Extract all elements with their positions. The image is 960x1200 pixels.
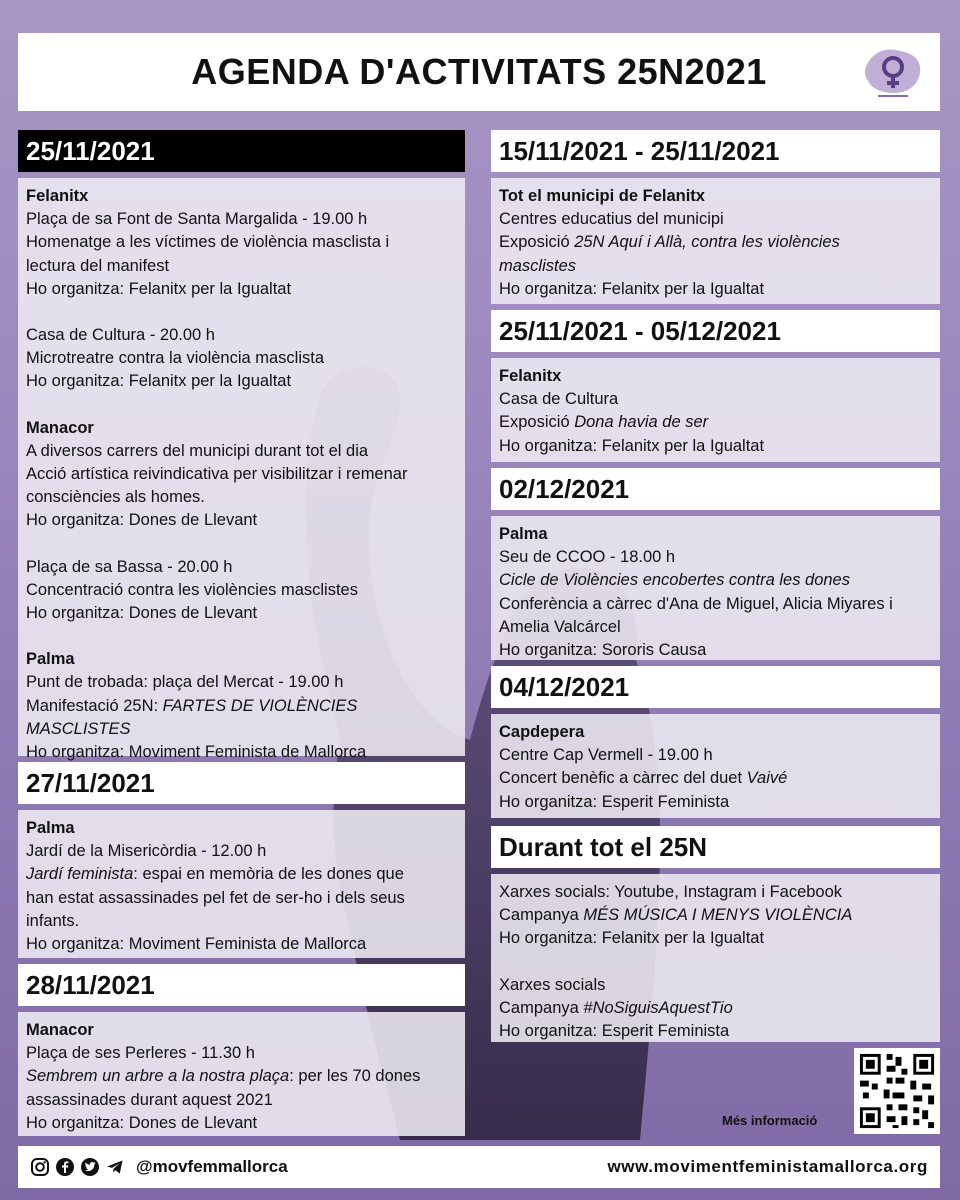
event-line: Ho organitza: Moviment Feminista de Mallorca — [26, 935, 367, 954]
italic-title: 25N Aquí i Allà, contra les violències — [574, 233, 840, 252]
location-heading: Palma — [26, 650, 75, 669]
event-line — [26, 301, 457, 324]
social-links — [30, 1157, 288, 1177]
event-line: Campanya MÉS MÚSICA I MENYS VIOLÈNCIA — [499, 906, 853, 925]
event-block-25-11 — [18, 178, 465, 762]
event-line: Casa de Cultura — [499, 390, 619, 409]
event-line: Ho organitza: Felanitx per la Igualtat — [499, 929, 765, 948]
event-line: Amelia Valcárcel — [499, 617, 621, 636]
event-line: Homenatge a les víctimes de violència masclista i — [26, 233, 390, 252]
event-line: Ho organitza: Felanitx per la Igualtat — [499, 279, 765, 298]
event-line — [26, 394, 457, 417]
location-heading: Palma — [499, 525, 548, 543]
location-heading: Felanitx — [26, 187, 89, 205]
event-line: Centre Cap Vermell - 19.00 h — [499, 746, 713, 765]
event-line — [499, 951, 932, 974]
italic-title: masclistes — [499, 256, 577, 275]
italic-title: Cicle de Violències encobertes contra les dones — [499, 571, 850, 590]
date-label: 02/12/2021 — [499, 473, 630, 504]
event-line: lectura del manifest — [26, 256, 170, 275]
title-banner — [18, 33, 940, 111]
event-block-04-12 — [491, 714, 940, 818]
event-block-durant-25n — [491, 874, 940, 1042]
event-line: Ho organitza: Dones de Llevant — [26, 1113, 258, 1132]
event-line: Ho organitza: Felanitx per la Igualtat — [26, 372, 292, 391]
location-heading: Palma — [26, 819, 75, 837]
event-block-28-11 — [18, 1012, 465, 1136]
event-line: Ho organitza: Sororis Causa — [499, 641, 707, 660]
twitter-icon[interactable] — [80, 1157, 100, 1177]
event-line: Acció artística reivindicativa per visibilitzar i remenar — [26, 465, 408, 484]
event-block-02-12 — [491, 516, 940, 660]
date-header-15-11-25-11 — [491, 130, 940, 172]
date-header-28-11 — [18, 964, 465, 1006]
event-block-25-11-05-12 — [491, 358, 940, 462]
event-line: Concentració contra les violències masclistes — [26, 580, 358, 599]
location-heading: Manacor — [26, 418, 94, 437]
date-label: 15/11/2021 - 25/11/2021 — [499, 135, 780, 166]
date-header-27-11 — [18, 762, 465, 804]
event-line: Punt de trobada: plaça del Mercat - 19.00 h — [26, 673, 344, 692]
event-line: Ho organitza: Dones de Llevant — [26, 604, 258, 623]
event-line: Ho organitza: Esperit Feminista — [499, 1022, 730, 1041]
event-line: Concert benèfic a càrrec del duet Vaivé — [499, 769, 788, 788]
facebook-icon[interactable] — [55, 1157, 75, 1177]
italic-title: Jardí feminista — [26, 865, 134, 884]
location-heading: Capdepera — [499, 723, 585, 741]
event-line: Centres educatius del municipi — [499, 210, 724, 229]
telegram-icon[interactable] — [105, 1157, 125, 1177]
event-line: Ho organitza: Esperit Feminista — [499, 792, 730, 811]
date-label: 25/11/2021 — [26, 135, 155, 166]
date-header-durant-25n — [491, 826, 940, 868]
social-handle[interactable]: @movfemmallorca — [136, 1157, 288, 1176]
event-line — [26, 625, 457, 648]
date-header-25-11 — [18, 130, 465, 172]
event-line: Ho organitza: Dones de Llevant — [26, 511, 258, 530]
page-title: AGENDA D'ACTIVITATS 25N2021 — [191, 51, 767, 92]
italic-title: FARTES DE VIOLÈNCIES — [162, 696, 358, 715]
event-line: consciències als homes. — [26, 488, 205, 507]
italic-title: Sembrem un arbre a la nostra plaça — [26, 1067, 290, 1086]
date-header-25-11-05-12 — [491, 310, 940, 352]
event-line: han estat assassinades pel fet de ser-ho i dels seus — [26, 888, 405, 907]
date-label: 28/11/2021 — [26, 969, 155, 1000]
event-line: Campanya #NoSiguisAquestTio — [499, 998, 733, 1017]
event-line: Plaça de sa Bassa - 20.00 h — [26, 557, 233, 576]
event-block-15-11 — [491, 178, 940, 304]
footer-bar — [18, 1146, 940, 1188]
italic-title: MASCLISTES — [26, 719, 131, 738]
event-line — [26, 718, 457, 741]
instagram-icon[interactable] — [30, 1157, 50, 1177]
date-label: 25/11/2021 - 05/12/2021 — [499, 315, 781, 346]
event-line: Ho organitza: Felanitx per la Igualtat — [26, 279, 292, 298]
qr-code-icon[interactable] — [854, 1048, 940, 1134]
event-line: Casa de Cultura - 20.00 h — [26, 326, 215, 345]
event-line: Plaça de sa Font de Santa Margalida - 19.00 h — [26, 210, 368, 229]
event-line: Xarxes socials — [499, 975, 606, 994]
feminist-movement-logo-icon — [858, 45, 928, 99]
event-line: Manifestació 25N: FARTES DE VIOLÈNCIES — [26, 696, 358, 715]
event-line: A diversos carrers del municipi durant tot el dia — [26, 441, 369, 460]
event-line — [26, 533, 457, 556]
event-line: Conferència a càrrec d'Ana de Miguel, Alicia Miyares i — [499, 594, 893, 613]
event-line: Ho organitza: Felanitx per la Igualtat — [499, 436, 765, 455]
event-line — [499, 255, 932, 278]
italic-title: Vaivé — [746, 769, 788, 788]
event-line: Jardí de la Misericòrdia - 12.00 h — [26, 842, 267, 861]
italic-title: #NoSiguisAquestTio — [583, 998, 733, 1017]
event-line: assassinades durant aquest 2021 — [26, 1090, 273, 1109]
event-line: Microtreatre contra la violència masclista — [26, 349, 325, 368]
event-line: Exposició 25N Aquí i Allà, contra les violències — [499, 233, 840, 252]
date-label: Durant tot el 25N — [499, 831, 708, 862]
date-header-02-12 — [491, 468, 940, 510]
event-line — [499, 569, 932, 592]
event-line: Jardí feminista: espai en memòria de les dones que — [26, 865, 404, 884]
italic-title: MÉS MÚSICA I MENYS VIOLÈNCIA — [583, 906, 853, 925]
event-line: Xarxes socials: Youtube, Instagram i Facebook — [499, 883, 843, 901]
event-line: infants. — [26, 911, 80, 930]
event-line: Exposició Dona havia de ser — [499, 413, 709, 432]
more-info-label: Més informació — [722, 1113, 818, 1128]
date-label: 27/11/2021 — [26, 767, 155, 798]
event-block-27-11 — [18, 810, 465, 958]
date-label: 04/12/2021 — [499, 671, 630, 702]
event-line: Ho organitza: Moviment Feminista de Mallorca — [26, 743, 367, 762]
event-line: Seu de CCOO - 18.00 h — [499, 548, 676, 567]
location-heading: Manacor — [26, 1021, 94, 1039]
date-header-04-12 — [491, 666, 940, 708]
location-heading: Felanitx — [499, 367, 562, 385]
italic-title: Dona havia de ser — [574, 413, 709, 432]
event-line: Plaça de ses Perleres - 11.30 h — [26, 1044, 255, 1063]
location-heading: Tot el municipi de Felanitx — [499, 187, 705, 205]
event-line: Sembrem un arbre a la nostra plaça: per les 70 dones — [26, 1067, 421, 1086]
website-link[interactable]: www.movimentfeministamallorca.org — [607, 1157, 928, 1176]
